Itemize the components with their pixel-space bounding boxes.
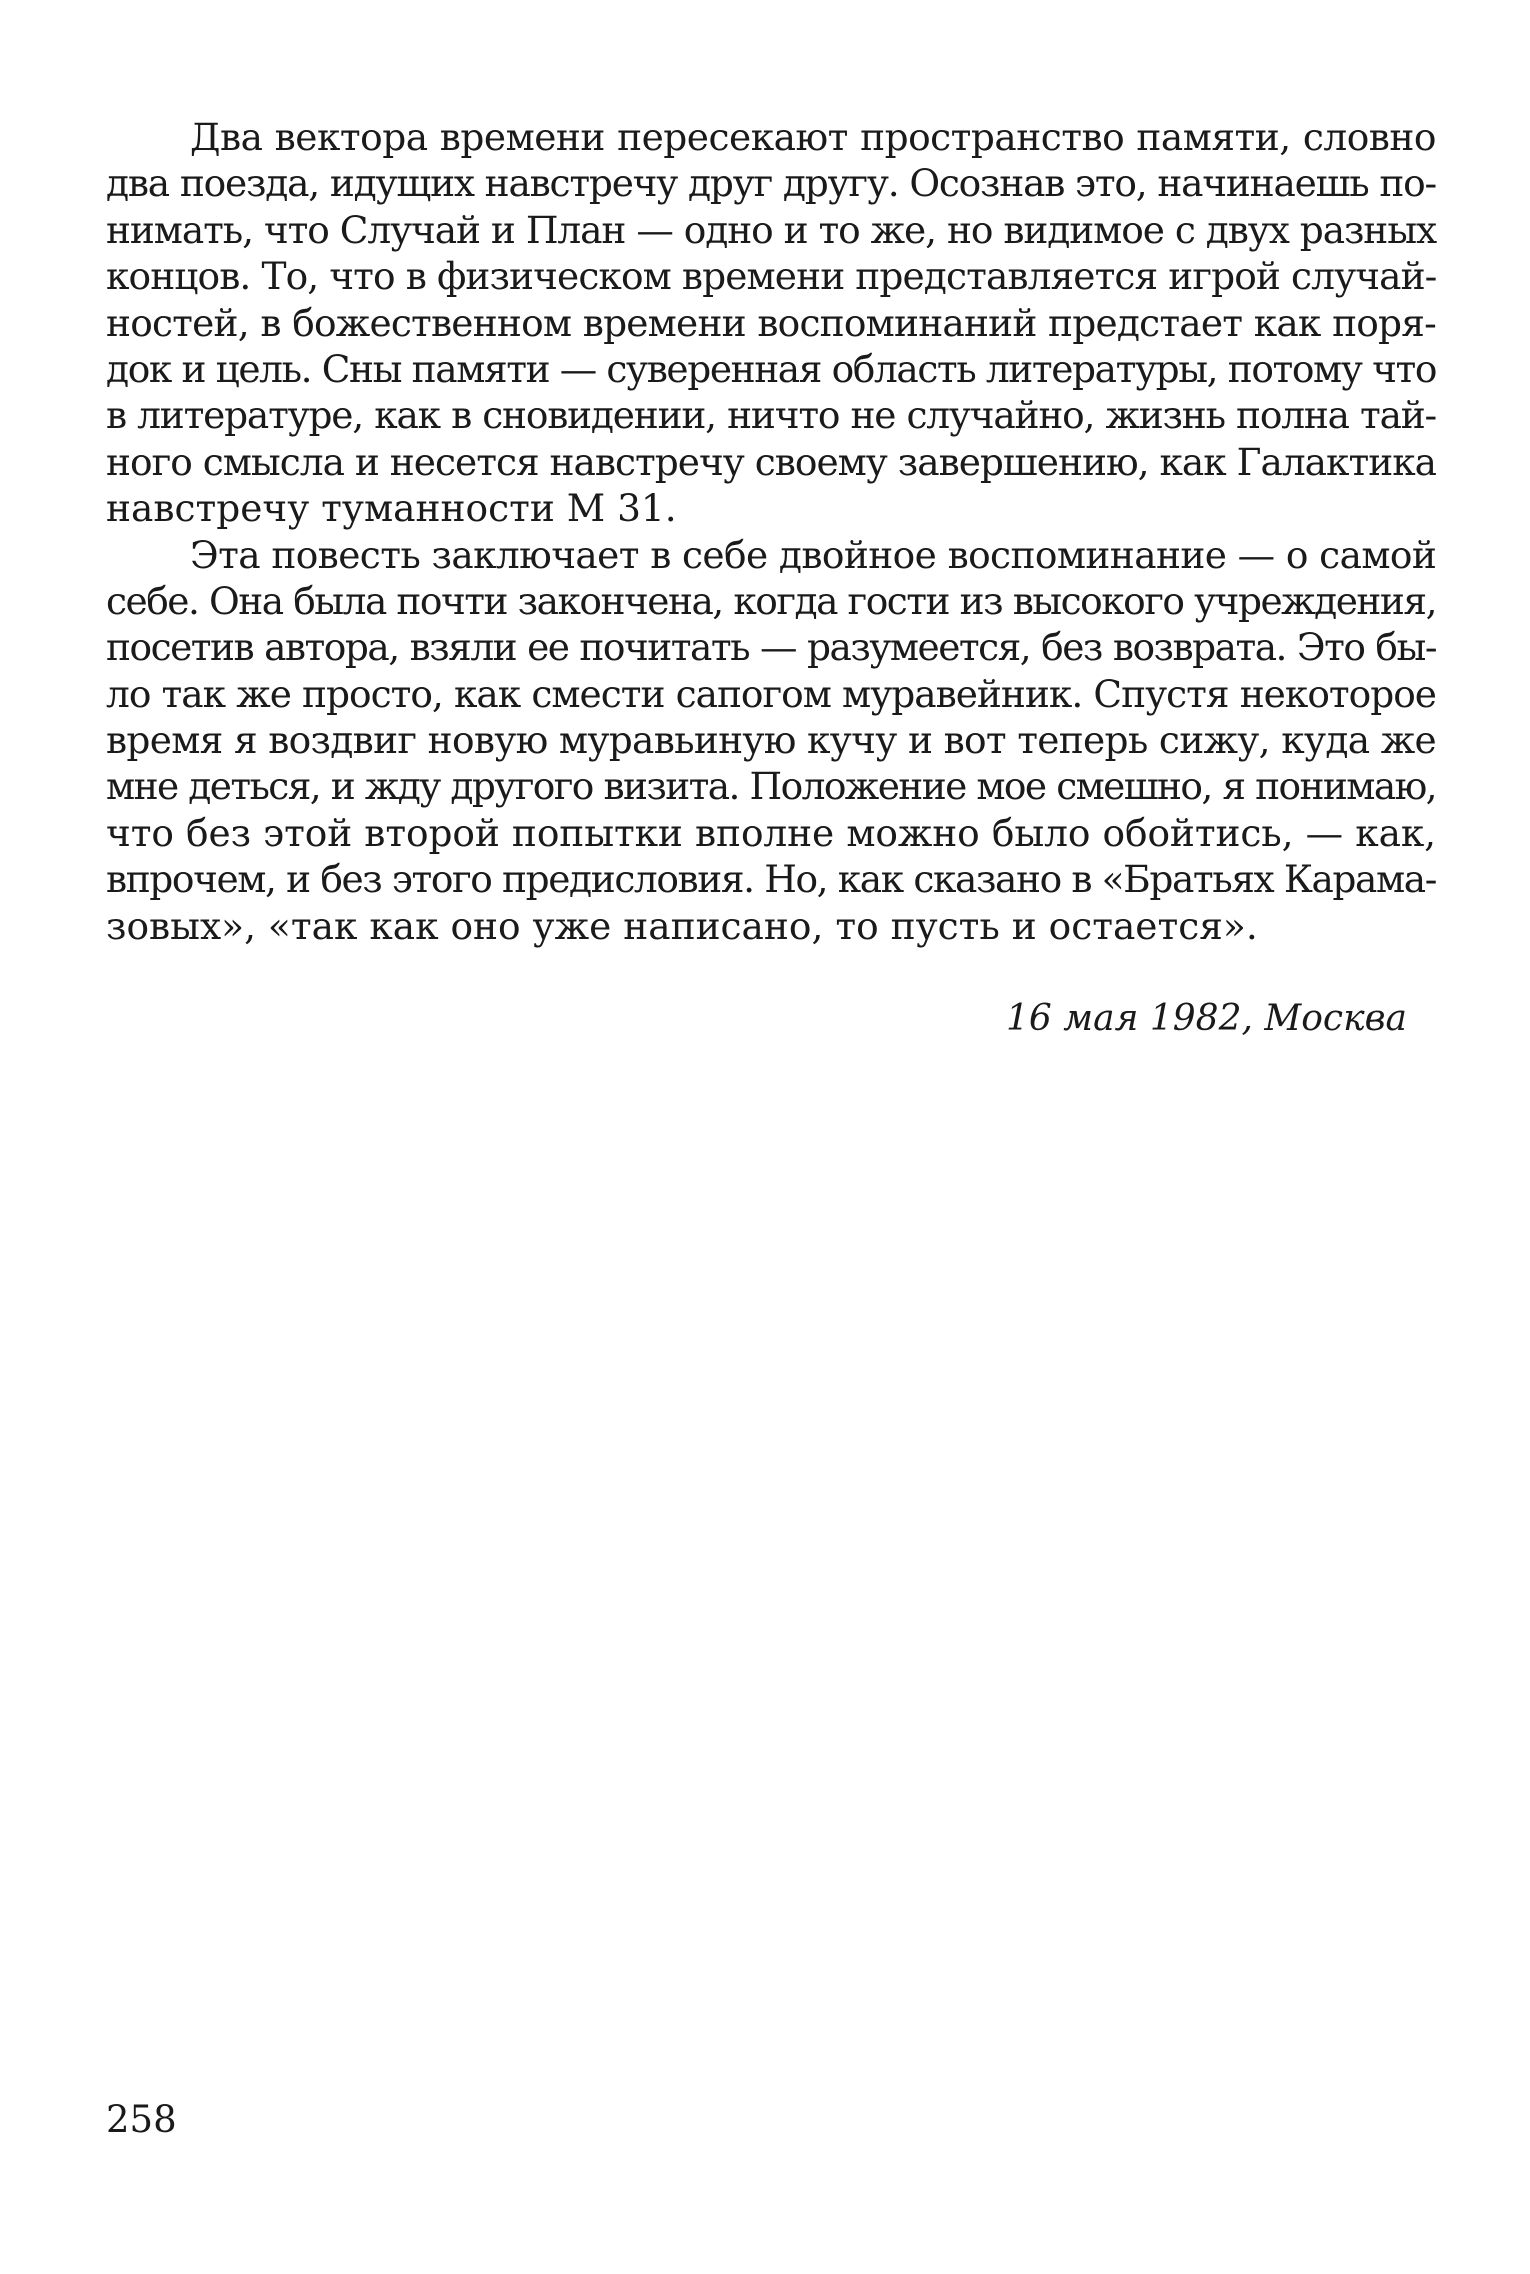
paragraph-2-line-2: себе. Она была почти закончена, когда гости из высокого учреждения, xyxy=(106,578,1436,623)
paragraph-1-line-2: два поезда, идущих навстречу друг другу. Осознав это, начинаешь по- xyxy=(106,161,1436,206)
paragraph-2-line-3: посетив автора, взяли ее почитать — разумеется, без возврата. Это бы- xyxy=(106,625,1436,670)
paragraph-1-line-4: концов. То, что в физическом времени представляется игрой случай- xyxy=(106,254,1437,299)
paragraph-2-line-9: зовых», «так как оно уже написано, то пусть и остается». xyxy=(106,903,1258,948)
paragraph-2-line-5: время я воздвиг новую муравьиную кучу и вот теперь сижу, куда же xyxy=(106,718,1436,763)
paragraph-1-line-6: док и цель. Сны памяти — суверенная область литературы, потому что xyxy=(106,346,1436,391)
paragraph-2-line-1: Эта повесть заключает в себе двойное воспоминание — о самой xyxy=(190,532,1437,577)
paragraph-1-line-1: Два вектора времени пересекают пространство памяти, словно xyxy=(190,115,1436,159)
paragraph-2-line-4: ло так же просто, как смести сапогом муравейник. Спустя некоторое xyxy=(106,671,1436,716)
paragraph-1-line-3: нимать, что Случай и План — одно и то же, но видимое с двух разных xyxy=(106,207,1436,252)
body-text xyxy=(106,114,1436,949)
paragraph-1-line-5: ностей, в божественном времени воспоминаний предстает как поря- xyxy=(106,300,1436,345)
paragraph-2-line-6: мне деться, и жду другого визита. Положение мое смешно, я понимаю, xyxy=(106,764,1436,809)
paragraph-1-line-7: в литературе, как в сновидении, ничто не случайно, жизнь полна тай- xyxy=(106,393,1436,438)
dateline: 16 мая 1982, Москва xyxy=(1006,998,1407,1039)
paragraph-2-line-7: что без этой второй попытки вполне можно было обойтись, — как, xyxy=(106,810,1436,855)
paragraph-1-line-8: ного смысла и несется навстречу своему завершению, как Галактика xyxy=(106,439,1436,484)
paragraph-2-line-8: впрочем, и без этого предисловия. Но, как сказано в «Братьях Карама- xyxy=(106,857,1436,902)
paragraph-1-line-9: навстречу туманности М 31. xyxy=(106,486,677,531)
page-number: 258 xyxy=(106,2098,177,2141)
